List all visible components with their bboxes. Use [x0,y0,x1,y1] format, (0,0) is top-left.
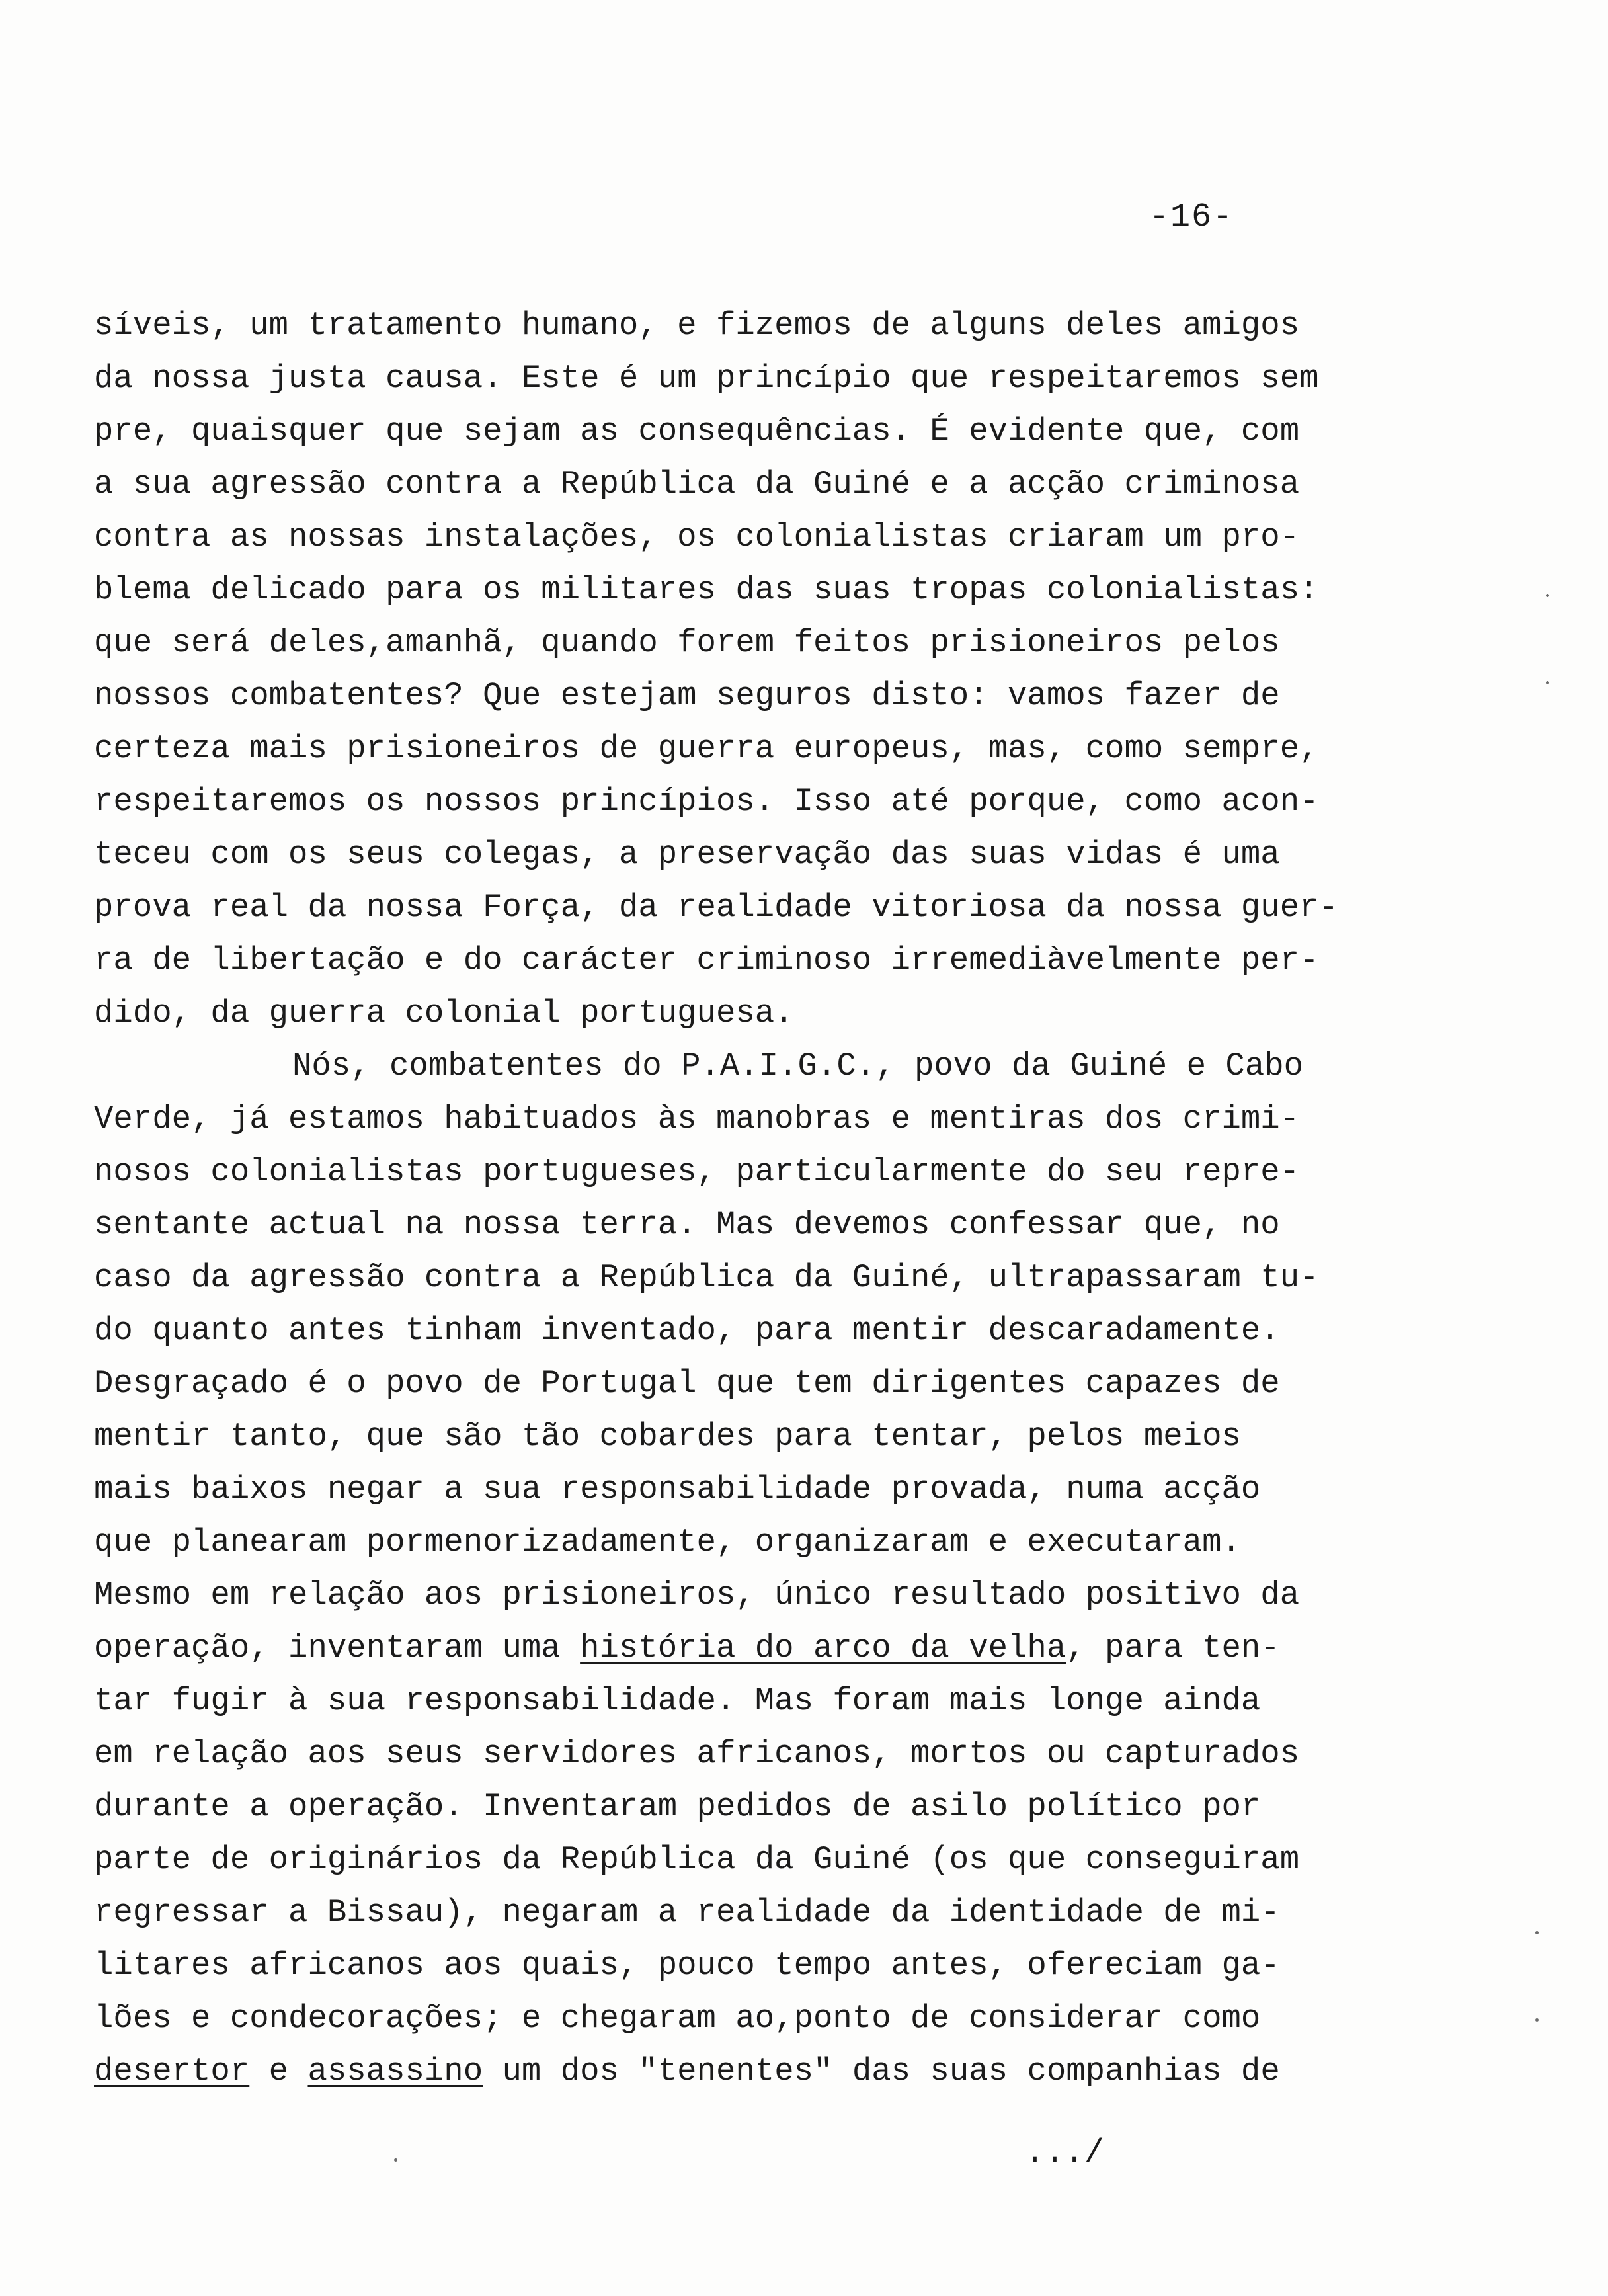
text-line [94,1198,1449,1251]
text-line [94,1040,1449,1092]
text-segment: teceu com os seus colegas, a preservação das suas vidas é uma [94,836,1280,873]
text-segment: Verde, já estamos habituados às manobras e mentiras dos crimi- [94,1100,1300,1137]
scan-speck [394,2158,397,2162]
text-segment: lões e condecorações; e chegaram ao,ponto de considerar como [94,2000,1261,2037]
text-segment: nosos colonialistas portugueses, particularmente do seu repre- [94,1153,1300,1190]
text-segment: sentante actual na nossa terra. Mas devemos confessar que, no [94,1206,1280,1243]
text-line [94,1145,1449,1198]
text-line [94,934,1449,987]
underlined-text: história do arco da velha [580,1629,1066,1666]
text-segment: que será deles,amanhã, quando forem feitos prisioneiros pelos [94,624,1280,661]
text-line [94,1939,1449,1992]
text-segment: um dos "tenentes" das suas companhias de [483,2053,1280,2090]
text-segment: mais baixos negar a sua responsabilidade provada, numa acção [94,1471,1261,1508]
text-line [94,405,1449,458]
text-line [94,1992,1449,2045]
text-segment: litares africanos aos quais, pouco tempo antes, ofereciam ga- [94,1947,1280,1984]
text-segment: prova real da nossa Força, da realidade vitoriosa da nossa guer- [94,889,1338,926]
text-segment: operação, inventaram uma [94,1629,581,1666]
text-segment: dido, da guerra colonial portuguesa. [94,995,794,1032]
body-text [94,299,1449,2098]
text-line [94,1674,1449,1727]
text-segment: pre, quaisquer que sejam as consequências. É evidente que, com [94,413,1300,450]
scan-speck [1546,594,1549,597]
text-segment: e [249,2053,308,2090]
text-line [94,1092,1449,1145]
scan-speck [1535,2018,1539,2022]
text-line [94,563,1449,616]
scan-speck [1535,1931,1539,1934]
text-segment: mentir tanto, que são tão cobardes para tentar, pelos meios [94,1418,1241,1455]
text-line [94,616,1449,669]
text-line [94,299,1449,352]
text-segment: nossos combatentes? Que estejam seguros disto: vamos fazer de [94,677,1280,714]
text-line [94,1304,1449,1357]
text-line [94,669,1449,722]
text-line [94,881,1449,934]
text-segment: da nossa justa causa. Este é um princípio que respeitaremos sem [94,360,1319,397]
text-line [94,1833,1449,1886]
text-segment: caso da agressão contra a República da Guiné, ultrapassaram tu- [94,1259,1319,1296]
text-line [94,1621,1449,1674]
text-segment: blema delicado para os militares das suas tropas colonialistas: [94,571,1319,608]
underlined-text: desertor [94,2053,250,2090]
text-segment: Mesmo em relação aos prisioneiros, único resultado positivo da [94,1577,1300,1614]
page-number: -16- [1149,198,1234,236]
text-line [94,1357,1449,1410]
text-segment: respeitaremos os nossos princípios. Isso até porque, como acon- [94,783,1319,820]
text-segment: ra de libertação e do carácter criminoso irremediàvelmente per- [94,942,1319,979]
text-segment: em relação aos seus servidores africanos, mortos ou capturados [94,1735,1300,1772]
text-line [94,1516,1449,1569]
text-segment: parte de originários da República da Guiné (os que conseguiram [94,1841,1300,1878]
continuation-mark: .../ [1025,2135,1105,2172]
scan-speck [1546,681,1549,684]
text-segment: Desgraçado é o povo de Portugal que tem dirigentes capazes de [94,1365,1280,1402]
text-segment: Nós, combatentes do P.A.I.G.C., povo da Guiné e Cabo [292,1047,1304,1085]
text-line [94,1886,1449,1939]
text-line [94,722,1449,775]
text-segment: contra as nossas instalações, os colonialistas criaram um pro- [94,518,1300,555]
text-line [94,1569,1449,1621]
text-line [94,511,1449,563]
text-line [94,1780,1449,1833]
text-line [94,775,1449,828]
text-segment: certeza mais prisioneiros de guerra europeus, mas, como sempre, [94,730,1319,767]
text-line [94,1727,1449,1780]
text-line [94,2045,1449,2098]
text-segment: que planearam pormenorizadamente, organizaram e executaram. [94,1524,1241,1561]
text-segment: a sua agressão contra a República da Guiné e a acção criminosa [94,466,1300,503]
text-segment: síveis, um tratamento humano, e fizemos de alguns deles amigos [94,307,1300,344]
text-segment: do quanto antes tinham inventado, para mentir descaradamente. [94,1312,1280,1349]
text-segment: , para ten- [1066,1629,1280,1666]
text-line [94,828,1449,881]
text-line [94,1410,1449,1463]
text-line [94,1251,1449,1304]
text-line [94,987,1449,1040]
text-line [94,1463,1449,1516]
text-line [94,352,1449,405]
underlined-text: assassino [307,2053,483,2090]
text-segment: durante a operação. Inventaram pedidos de asilo político por [94,1788,1261,1825]
text-line [94,458,1449,511]
text-segment: tar fugir à sua responsabilidade. Mas foram mais longe ainda [94,1682,1261,1719]
text-segment: regressar a Bissau), negaram a realidade da identidade de mi- [94,1894,1280,1931]
